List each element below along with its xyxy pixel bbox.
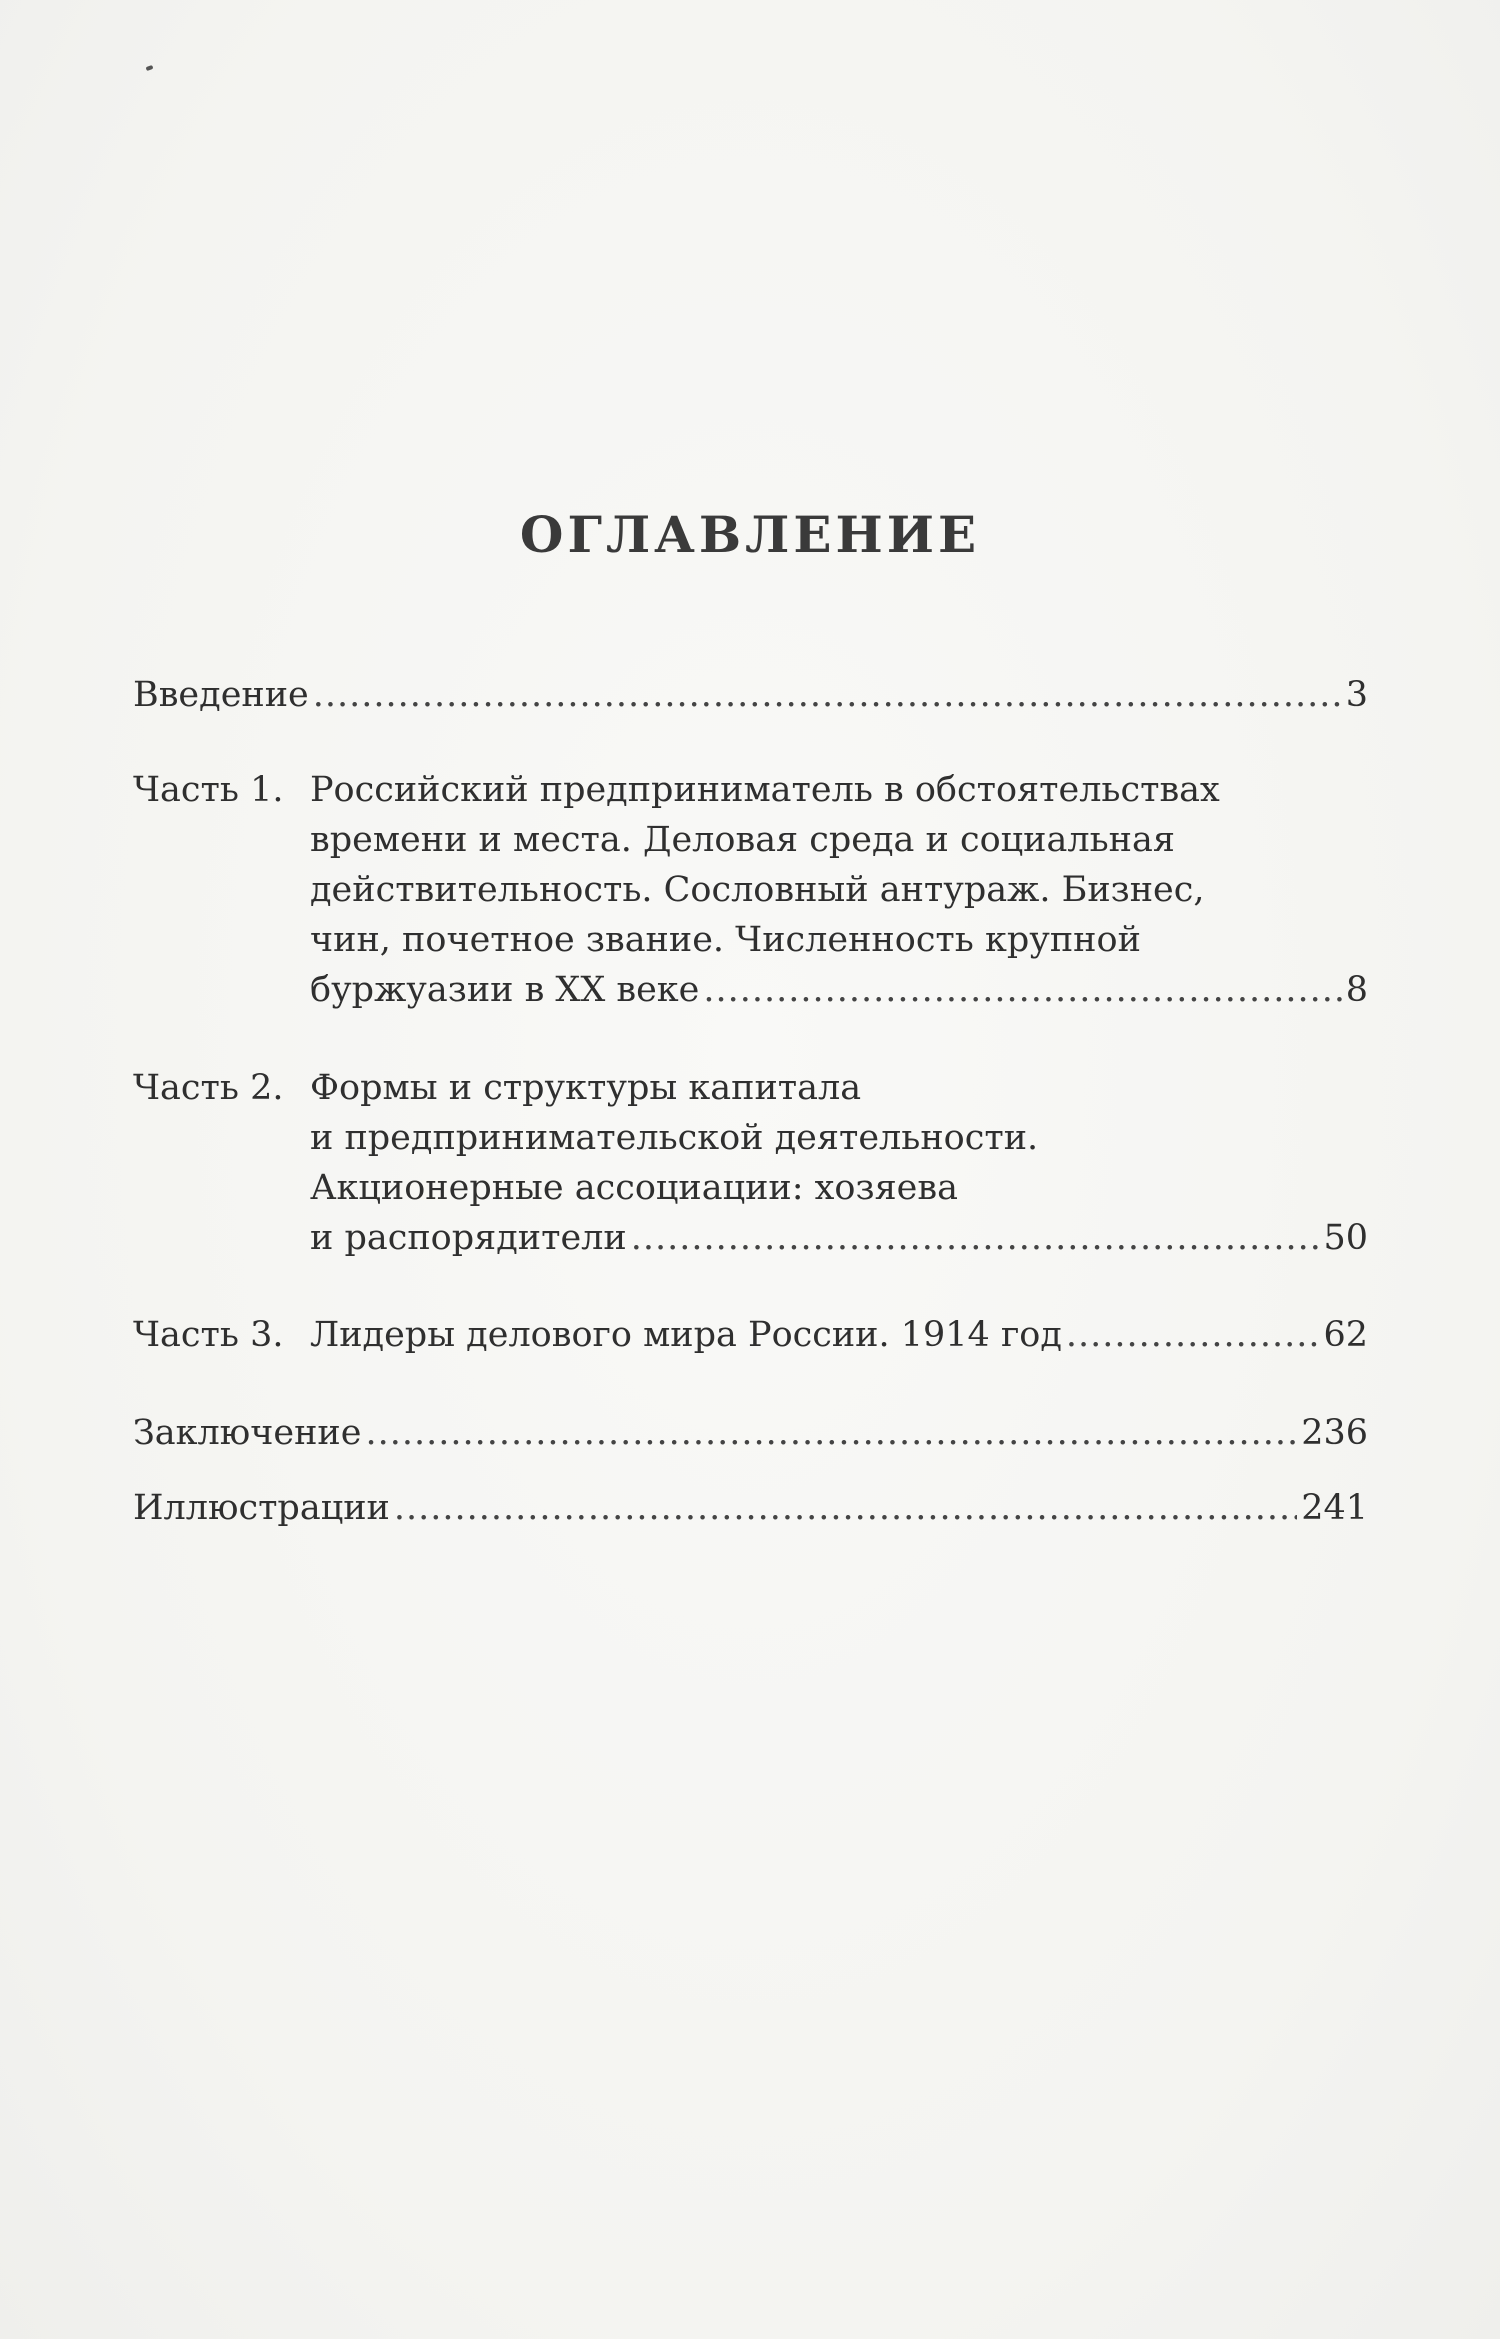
toc-part-label: Часть 2.	[133, 1068, 284, 1108]
toc-entry-line: Формы и структуры капитала	[310, 1068, 862, 1108]
toc-entry-line: буржуазии в XX веке	[310, 970, 700, 1010]
toc-page-number: 236	[1301, 1413, 1368, 1453]
toc-entry-line: Акционерные ассоциации: хозяева	[310, 1168, 958, 1208]
toc-entry-line: чин, почетное звание. Численность крупной	[310, 920, 1141, 960]
toc-page-number: 62	[1323, 1315, 1368, 1355]
toc-entry-line: Лидеры делового мира России. 1914 год	[310, 1315, 1062, 1355]
toc-page-number: 50	[1323, 1218, 1368, 1258]
toc-entry-line: и распорядители	[310, 1218, 627, 1258]
toc-entry-title: Иллюстрации	[133, 1488, 390, 1528]
toc-entry-title: Введение	[133, 675, 309, 715]
toc-entry-illustrations[interactable]	[133, 1483, 1368, 1533]
page-title: ОГЛАВЛЕНИЕ	[519, 505, 981, 564]
dot-leader	[394, 1483, 1297, 1533]
toc-entry-line: действительность. Сословный антураж. Бизнес,	[310, 870, 1205, 910]
toc-entry-line: времени и места. Деловая среда и социальная	[310, 820, 1175, 860]
toc-entry-line: Российский предприниматель в обстоятельствах	[310, 770, 1220, 810]
dot-leader	[313, 670, 1342, 720]
toc-entry-intro[interactable]	[133, 670, 1368, 720]
toc-page-number: 3	[1345, 675, 1368, 715]
toc-part-label: Часть 3.	[133, 1315, 284, 1355]
toc-entry-title: Заключение	[133, 1413, 362, 1453]
toc-entry-conclusion[interactable]	[133, 1408, 1368, 1458]
dot-leader	[365, 1408, 1297, 1458]
print-speck	[146, 65, 154, 71]
dot-leader	[631, 1213, 1320, 1263]
dot-leader	[1066, 1310, 1320, 1360]
dot-leader	[703, 965, 1341, 1015]
toc-page-number: 241	[1301, 1488, 1368, 1528]
toc-part-label: Часть 1.	[133, 770, 284, 810]
toc-page-number: 8	[1345, 970, 1368, 1010]
toc-entry-line: и предпринимательской деятельности.	[310, 1118, 1039, 1158]
